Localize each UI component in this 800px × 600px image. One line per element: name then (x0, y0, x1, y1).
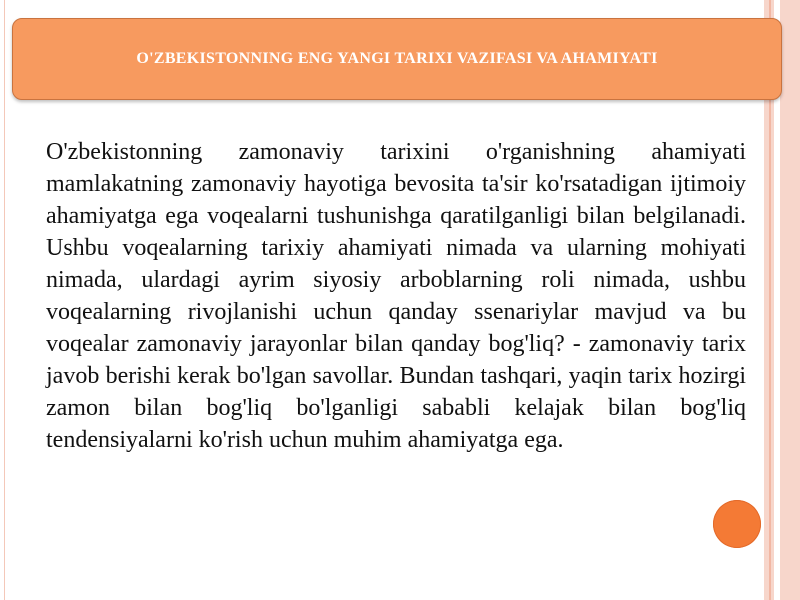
title-banner (12, 18, 782, 100)
slide-body-text: O'zbekistonning zamonaviy tarixini o'rganishning ahamiyati mamlakatning zamonaviy hayotiga bevosita ta'sir ko'rsatadigan ijtimoiy ahamiyatga ega voqealarni tushunishga qaratilganligi bilan belgilanadi. Ushbu voqealarning tarixiy ahamiyati nimada va ularning mohiyati nimada, ulardagi ayrim siyosiy arboblarning roli nimada, ushbu voqealarning rivojlanishi uchun qanday ssenariylar mavjud va bu voqealar zamonaviy jarayonlar bilan qanday bog'liq? - zamonaviy tarix javob berishi kerak bo'lgan savollar. Bundan tashqari, yaqin tarix hozirgi zamon bilan bog'liq bo'lganligi sababli kelajak bilan bog'liq tendensiyalarni ko'rish uchun muhim ahamiyatga ega. (46, 139, 746, 453)
decorative-circle-icon (713, 500, 761, 548)
left-edge-line (4, 0, 5, 600)
slide-title: O'ZBEKISTONNING ENG YANGI TARIXI VAZIFASI VA AHAMIYATI (136, 50, 658, 67)
